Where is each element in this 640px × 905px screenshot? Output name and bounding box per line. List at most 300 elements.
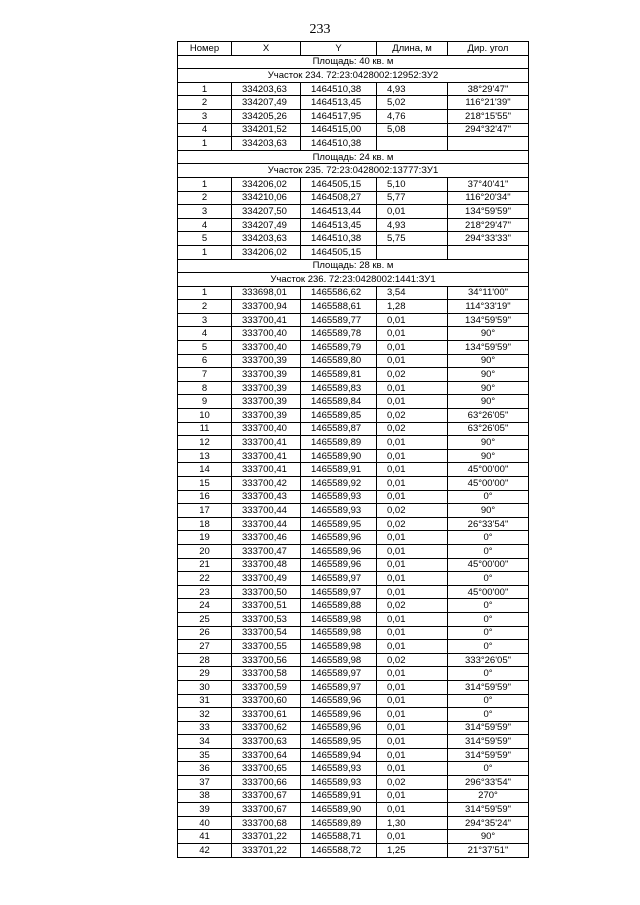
header-x: X — [232, 42, 301, 56]
cell-y: 1465589,96 — [301, 544, 377, 558]
cell-x: 333700,41 — [232, 313, 301, 327]
cell-length: 3,54 — [377, 286, 448, 300]
table-row — [178, 735, 529, 749]
table-row — [178, 395, 529, 409]
cell-number: 14 — [178, 463, 232, 477]
cell-length: 0,01 — [377, 531, 448, 545]
page-number: 233 — [309, 22, 331, 37]
cell-length: 0,01 — [377, 558, 448, 572]
cell-y: 1465589,84 — [301, 395, 377, 409]
cell-angle: 0° — [448, 762, 529, 776]
cell-number: 2 — [178, 191, 232, 205]
cell-length: 0,01 — [377, 436, 448, 450]
table-row — [178, 341, 529, 355]
table-row — [178, 82, 529, 96]
cell-length: 5,02 — [377, 96, 448, 110]
cell-number: 23 — [178, 585, 232, 599]
table-row — [178, 354, 529, 368]
cell-length: 0,01 — [377, 585, 448, 599]
area-row — [178, 150, 529, 164]
cell-number: 21 — [178, 558, 232, 572]
cell-angle: 314°59'59" — [448, 803, 529, 817]
cell-number: 4 — [178, 123, 232, 137]
table-row — [178, 517, 529, 531]
cell-number: 26 — [178, 626, 232, 640]
cell-angle: 45°00'00" — [448, 558, 529, 572]
cell-angle: 114°33'19" — [448, 300, 529, 314]
cell-x: 333700,39 — [232, 354, 301, 368]
cell-angle: 134°59'59" — [448, 341, 529, 355]
cell-angle: 0° — [448, 667, 529, 681]
area-label: Площадь: 24 кв. м — [178, 150, 529, 164]
cell-y: 1465589,98 — [301, 640, 377, 654]
cell-x: 333700,48 — [232, 558, 301, 572]
cell-y: 1465589,96 — [301, 694, 377, 708]
cell-y: 1465589,79 — [301, 341, 377, 355]
table-row — [178, 572, 529, 586]
cell-length: 0,02 — [377, 517, 448, 531]
cell-x: 334207,49 — [232, 218, 301, 232]
cell-length: 1,28 — [377, 300, 448, 314]
cell-number: 40 — [178, 816, 232, 830]
cell-length: 0,01 — [377, 708, 448, 722]
cell-angle: 0° — [448, 708, 529, 722]
cell-number: 8 — [178, 381, 232, 395]
cell-number: 7 — [178, 368, 232, 382]
cell-length: 0,01 — [377, 735, 448, 749]
cell-x: 333700,41 — [232, 463, 301, 477]
cell-x: 333700,39 — [232, 381, 301, 395]
cell-angle: 294°32'47" — [448, 123, 529, 137]
cell-x: 333700,39 — [232, 409, 301, 423]
table-row — [178, 640, 529, 654]
cell-length: 0,01 — [377, 395, 448, 409]
cell-length: 0,01 — [377, 381, 448, 395]
cell-x: 334201,52 — [232, 123, 301, 137]
cell-y: 1465589,93 — [301, 504, 377, 518]
cell-angle: 314°59'59" — [448, 735, 529, 749]
cell-y: 1464510,38 — [301, 137, 377, 151]
cell-y: 1465589,95 — [301, 517, 377, 531]
cell-angle: 0° — [448, 490, 529, 504]
table-row — [178, 409, 529, 423]
cell-length: 0,01 — [377, 748, 448, 762]
cell-number: 2 — [178, 300, 232, 314]
table-row — [178, 327, 529, 341]
cell-angle: 90° — [448, 449, 529, 463]
cell-angle: 90° — [448, 354, 529, 368]
plot-label: Участок 234. 72:23:0428002:12952:ЗУ2 — [178, 69, 529, 83]
cell-angle: 333°26'05" — [448, 653, 529, 667]
plot-label: Участок 236. 72:23:0428002:1441:ЗУ1 — [178, 273, 529, 287]
cell-y: 1465589,91 — [301, 463, 377, 477]
cell-number: 5 — [178, 232, 232, 246]
table-row — [178, 762, 529, 776]
cell-number: 16 — [178, 490, 232, 504]
cell-x: 333700,61 — [232, 708, 301, 722]
cell-angle: 45°00'00" — [448, 477, 529, 491]
cell-angle: 45°00'00" — [448, 463, 529, 477]
table-row — [178, 191, 529, 205]
cell-y: 1464515,00 — [301, 123, 377, 137]
table-row — [178, 177, 529, 191]
cell-y: 1465589,93 — [301, 490, 377, 504]
cell-angle: 63°26'05" — [448, 422, 529, 436]
cell-y: 1465589,93 — [301, 776, 377, 790]
table-row — [178, 96, 529, 110]
cell-number: 25 — [178, 612, 232, 626]
table-row — [178, 245, 529, 259]
cell-length: 5,08 — [377, 123, 448, 137]
cell-x: 333700,40 — [232, 422, 301, 436]
table-row — [178, 463, 529, 477]
cell-number: 37 — [178, 776, 232, 790]
cell-number: 35 — [178, 748, 232, 762]
cell-x: 333701,22 — [232, 830, 301, 844]
cell-y: 1465589,97 — [301, 680, 377, 694]
header-length: Длина, м — [377, 42, 448, 56]
cell-angle: 0° — [448, 544, 529, 558]
cell-angle: 134°59'59" — [448, 205, 529, 219]
cell-x: 333700,39 — [232, 395, 301, 409]
cell-y: 1465589,96 — [301, 531, 377, 545]
cell-angle — [448, 245, 529, 259]
plot-row — [178, 164, 529, 178]
table-row — [178, 436, 529, 450]
cell-length: 0,01 — [377, 789, 448, 803]
cell-number: 22 — [178, 572, 232, 586]
cell-length: 0,01 — [377, 803, 448, 817]
table-row — [178, 137, 529, 151]
cell-x: 333700,42 — [232, 477, 301, 491]
cell-length: 4,76 — [377, 109, 448, 123]
cell-number: 17 — [178, 504, 232, 518]
cell-x: 333700,63 — [232, 735, 301, 749]
cell-number: 30 — [178, 680, 232, 694]
table-row — [178, 844, 529, 858]
cell-number: 3 — [178, 205, 232, 219]
cell-length — [377, 245, 448, 259]
cell-y: 1465589,96 — [301, 721, 377, 735]
cell-y: 1465589,97 — [301, 667, 377, 681]
cell-y: 1464505,15 — [301, 245, 377, 259]
cell-length: 0,02 — [377, 422, 448, 436]
cell-y: 1464508,27 — [301, 191, 377, 205]
cell-x: 333700,58 — [232, 667, 301, 681]
plot-row — [178, 69, 529, 83]
cell-number: 3 — [178, 109, 232, 123]
cell-x: 333700,65 — [232, 762, 301, 776]
cell-angle: 314°59'59" — [448, 721, 529, 735]
cell-number: 36 — [178, 762, 232, 776]
cell-number: 41 — [178, 830, 232, 844]
cell-x: 333700,44 — [232, 517, 301, 531]
cell-y: 1465588,71 — [301, 830, 377, 844]
cell-length: 4,93 — [377, 82, 448, 96]
table-row — [178, 531, 529, 545]
table-row — [178, 653, 529, 667]
table-row — [178, 504, 529, 518]
cell-angle: 314°59'59" — [448, 748, 529, 762]
cell-length: 0,02 — [377, 368, 448, 382]
cell-length: 0,01 — [377, 544, 448, 558]
cell-y: 1465589,96 — [301, 708, 377, 722]
cell-x: 333700,67 — [232, 789, 301, 803]
table-row — [178, 680, 529, 694]
cell-angle: 63°26'05" — [448, 409, 529, 423]
cell-y: 1465589,91 — [301, 789, 377, 803]
cell-y: 1465589,83 — [301, 381, 377, 395]
cell-y: 1465586,62 — [301, 286, 377, 300]
cell-y: 1465589,90 — [301, 803, 377, 817]
cell-number: 19 — [178, 531, 232, 545]
cell-number: 10 — [178, 409, 232, 423]
cell-y: 1465589,93 — [301, 762, 377, 776]
cell-number: 39 — [178, 803, 232, 817]
cell-number: 28 — [178, 653, 232, 667]
cell-y: 1465589,98 — [301, 612, 377, 626]
table-row — [178, 830, 529, 844]
cell-length — [377, 137, 448, 151]
cell-number: 1 — [178, 245, 232, 259]
cell-x: 333700,49 — [232, 572, 301, 586]
table-row — [178, 721, 529, 735]
cell-x: 333700,68 — [232, 816, 301, 830]
cell-x: 333700,53 — [232, 612, 301, 626]
cell-length: 5,77 — [377, 191, 448, 205]
table-row — [178, 694, 529, 708]
cell-y: 1464513,44 — [301, 205, 377, 219]
cell-x: 333700,60 — [232, 694, 301, 708]
cell-y: 1465589,94 — [301, 748, 377, 762]
cell-number: 2 — [178, 96, 232, 110]
table-header-row — [178, 42, 529, 56]
cell-length: 5,10 — [377, 177, 448, 191]
cell-length: 1,30 — [377, 816, 448, 830]
table-row — [178, 300, 529, 314]
cell-angle: 134°59'59" — [448, 313, 529, 327]
cell-angle: 0° — [448, 612, 529, 626]
cell-number: 24 — [178, 599, 232, 613]
table-row — [178, 232, 529, 246]
header-y: Y — [301, 42, 377, 56]
cell-number: 34 — [178, 735, 232, 749]
cell-x: 334206,02 — [232, 177, 301, 191]
cell-y: 1464510,38 — [301, 82, 377, 96]
cell-number: 5 — [178, 341, 232, 355]
cell-length: 0,01 — [377, 680, 448, 694]
cell-angle: 37°40'41" — [448, 177, 529, 191]
cell-number: 1 — [178, 177, 232, 191]
cell-x: 333700,67 — [232, 803, 301, 817]
cell-length: 0,01 — [377, 477, 448, 491]
table-row — [178, 422, 529, 436]
cell-number: 1 — [178, 82, 232, 96]
cell-number: 4 — [178, 327, 232, 341]
cell-length: 0,01 — [377, 830, 448, 844]
table-row — [178, 313, 529, 327]
cell-number: 11 — [178, 422, 232, 436]
cell-number: 38 — [178, 789, 232, 803]
cell-length: 0,02 — [377, 776, 448, 790]
cell-angle: 0° — [448, 572, 529, 586]
cell-y: 1464517,95 — [301, 109, 377, 123]
area-row — [178, 55, 529, 69]
cell-number: 1 — [178, 137, 232, 151]
cell-y: 1465588,61 — [301, 300, 377, 314]
cell-length: 0,02 — [377, 653, 448, 667]
table-row — [178, 748, 529, 762]
cell-x: 334206,02 — [232, 245, 301, 259]
header-number: Номер — [178, 42, 232, 56]
cell-number: 20 — [178, 544, 232, 558]
cell-angle: 90° — [448, 368, 529, 382]
cell-angle: 90° — [448, 830, 529, 844]
cell-number: 27 — [178, 640, 232, 654]
cell-x: 334203,63 — [232, 82, 301, 96]
cell-y: 1465589,97 — [301, 585, 377, 599]
table-row — [178, 205, 529, 219]
cell-number: 15 — [178, 477, 232, 491]
cell-angle: 314°59'59" — [448, 680, 529, 694]
cell-number: 31 — [178, 694, 232, 708]
cell-x: 334205,26 — [232, 109, 301, 123]
cell-length: 0,02 — [377, 409, 448, 423]
cell-y: 1465589,96 — [301, 558, 377, 572]
cell-angle: 0° — [448, 640, 529, 654]
table-row — [178, 544, 529, 558]
cell-length: 0,01 — [377, 327, 448, 341]
cell-angle: 45°00'00" — [448, 585, 529, 599]
cell-y: 1465589,78 — [301, 327, 377, 341]
cell-length: 0,01 — [377, 667, 448, 681]
cell-y: 1464510,38 — [301, 232, 377, 246]
cell-y: 1465589,98 — [301, 626, 377, 640]
cell-x: 333700,41 — [232, 449, 301, 463]
cell-angle: 38°29'47" — [448, 82, 529, 96]
area-row — [178, 259, 529, 273]
cell-x: 334203,63 — [232, 232, 301, 246]
table-row — [178, 599, 529, 613]
cell-y: 1465589,77 — [301, 313, 377, 327]
cell-x: 334207,49 — [232, 96, 301, 110]
cell-angle: 0° — [448, 626, 529, 640]
cell-x: 333700,55 — [232, 640, 301, 654]
table-row — [178, 612, 529, 626]
cell-angle: 116°21'39" — [448, 96, 529, 110]
cell-number: 18 — [178, 517, 232, 531]
cell-length: 4,93 — [377, 218, 448, 232]
cell-number: 3 — [178, 313, 232, 327]
coordinates-table — [177, 41, 529, 858]
cell-x: 333700,40 — [232, 341, 301, 355]
table-row — [178, 218, 529, 232]
cell-x: 333700,39 — [232, 368, 301, 382]
cell-angle: 0° — [448, 531, 529, 545]
cell-angle: 0° — [448, 694, 529, 708]
cell-x: 333700,43 — [232, 490, 301, 504]
cell-length: 0,01 — [377, 354, 448, 368]
cell-x: 333700,51 — [232, 599, 301, 613]
cell-number: 33 — [178, 721, 232, 735]
cell-x: 333700,66 — [232, 776, 301, 790]
cell-length: 0,01 — [377, 694, 448, 708]
cell-length: 0,01 — [377, 640, 448, 654]
table-row — [178, 109, 529, 123]
cell-length: 0,01 — [377, 490, 448, 504]
table-row — [178, 449, 529, 463]
cell-x: 333700,64 — [232, 748, 301, 762]
cell-angle — [448, 137, 529, 151]
cell-number: 42 — [178, 844, 232, 858]
cell-number: 13 — [178, 449, 232, 463]
cell-angle: 116°20'34" — [448, 191, 529, 205]
table-row — [178, 286, 529, 300]
cell-y: 1465589,80 — [301, 354, 377, 368]
cell-y: 1465589,97 — [301, 572, 377, 586]
cell-x: 333700,94 — [232, 300, 301, 314]
cell-length: 1,25 — [377, 844, 448, 858]
cell-number: 12 — [178, 436, 232, 450]
cell-length: 0,02 — [377, 599, 448, 613]
cell-number: 1 — [178, 286, 232, 300]
cell-number: 32 — [178, 708, 232, 722]
cell-angle: 218°15'55" — [448, 109, 529, 123]
cell-angle: 0° — [448, 599, 529, 613]
header-angle: Дир. угол — [448, 42, 529, 56]
cell-length: 0,01 — [377, 612, 448, 626]
cell-y: 1465588,72 — [301, 844, 377, 858]
cell-number: 29 — [178, 667, 232, 681]
cell-y: 1465589,89 — [301, 436, 377, 450]
cell-y: 1464513,45 — [301, 96, 377, 110]
cell-number: 4 — [178, 218, 232, 232]
cell-angle: 294°35'24" — [448, 816, 529, 830]
cell-x: 333700,46 — [232, 531, 301, 545]
plot-label: Участок 235. 72:23:0428002:13777:ЗУ1 — [178, 164, 529, 178]
cell-length: 0,01 — [377, 341, 448, 355]
table-row — [178, 558, 529, 572]
cell-angle: 218°29'47" — [448, 218, 529, 232]
cell-x: 333700,44 — [232, 504, 301, 518]
cell-y: 1465589,90 — [301, 449, 377, 463]
cell-x: 333700,62 — [232, 721, 301, 735]
cell-y: 1465589,81 — [301, 368, 377, 382]
cell-angle: 34°11'00" — [448, 286, 529, 300]
cell-x: 334210,06 — [232, 191, 301, 205]
cell-x: 333700,41 — [232, 436, 301, 450]
table-row — [178, 585, 529, 599]
area-label: Площадь: 40 кв. м — [178, 55, 529, 69]
table-row — [178, 381, 529, 395]
cell-angle: 90° — [448, 327, 529, 341]
plot-row — [178, 273, 529, 287]
cell-y: 1464505,15 — [301, 177, 377, 191]
cell-x: 334207,50 — [232, 205, 301, 219]
cell-length: 0,01 — [377, 762, 448, 776]
cell-y: 1465589,88 — [301, 599, 377, 613]
cell-angle: 294°33'33" — [448, 232, 529, 246]
table-row — [178, 477, 529, 491]
cell-angle: 296°33'54" — [448, 776, 529, 790]
cell-y: 1465589,95 — [301, 735, 377, 749]
cell-y: 1465589,98 — [301, 653, 377, 667]
cell-length: 5,75 — [377, 232, 448, 246]
cell-x: 333700,47 — [232, 544, 301, 558]
cell-number: 6 — [178, 354, 232, 368]
cell-angle: 90° — [448, 395, 529, 409]
cell-length: 0,01 — [377, 205, 448, 219]
